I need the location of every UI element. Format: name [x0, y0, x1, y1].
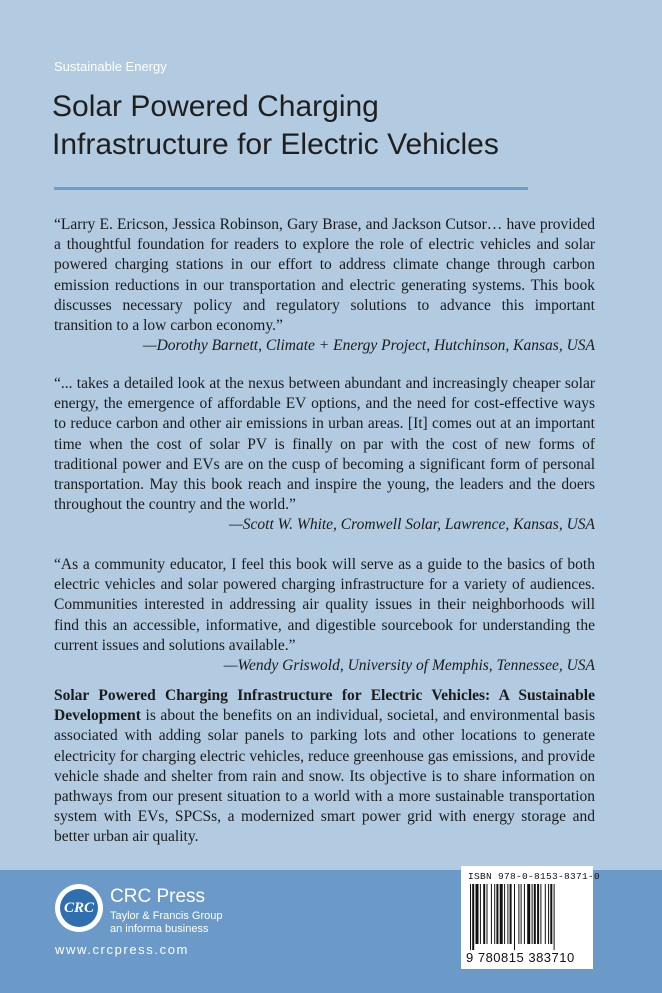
- barcode-image: [470, 884, 588, 950]
- barcode-bar: [545, 884, 546, 944]
- barcode-bar: [470, 884, 471, 950]
- barcode-bar: [527, 884, 530, 944]
- barcode-bar: [496, 884, 498, 944]
- barcode-bar: [472, 884, 474, 950]
- isbn-text: ISBN 978-0-8153-8371-0: [468, 871, 601, 882]
- publisher-website[interactable]: www.crcpress.com: [55, 942, 189, 957]
- barcode-bar: [554, 884, 555, 950]
- book-description: [54, 686, 595, 848]
- quote-1-attribution: —Dorothy Barnett, Climate + Energy Project, Hutchinson, Kansas, USA: [142, 337, 595, 355]
- barcode-bar: [521, 884, 522, 944]
- barcode-bar: [487, 884, 488, 944]
- quote-1: [54, 215, 595, 356]
- barcode-bar: [524, 884, 525, 944]
- barcode-bar: [510, 884, 512, 944]
- crc-logo-mark: CRC: [60, 889, 98, 927]
- quote-2-text: “... takes a detailed look at the nexus between abundant and increasingly cheaper solar energy, the emergence of affordable EV options, and the need for cost-effective ways to reduce carbon and other air emissions in urban areas. [It] comes out at an important time when the cost of solar PV is finally on par with the cost of new forms of traditional power and EVs are on the cusp of becoming a significant form of personal transportation. May this book reach and inspire the young, the leaders and the doers throughout the country and the world.”: [54, 375, 595, 514]
- barcode-bar: [548, 884, 549, 944]
- barcode-bar: [532, 884, 533, 944]
- publisher-tagline: an informa business: [110, 923, 209, 935]
- quote-3-text: “As a community educator, I feel this book will serve as a guide to the basics of both electric vehicles and solar powered charging infrastructure for a variety of audiences. Communities interested in addressing air quality issues in their neighborhoods will find this an accessible, informative, and digestible sourcebook for understanding the current issues and solutions available.”: [54, 556, 595, 654]
- description-title: Solar Powered Charging Infrastructure for Electric Vehicles: A Sustainable Development: [54, 687, 595, 725]
- barcode-bar: [500, 884, 503, 944]
- barcode-bar: [537, 884, 539, 944]
- barcode-bar: [504, 884, 505, 944]
- barcode-bar: [480, 884, 481, 944]
- quote-3: [54, 555, 595, 676]
- barcode-bar: [514, 884, 515, 950]
- description-body: is about the benefits on an individual, societal, and environmental basis associated with adding solar panels to parking lots and other locations to generate electricity for charging electric vehicles, reduce greenhouse gas emissions, and provide vehicle shade and shelter from rain and snow. Its objective is to share information on pathways from our present situation to a world with a more sustainable transportation system with EVs, SPCSs, a modernized smart power grid with energy storage and better urban air quality.: [54, 707, 595, 846]
- title-divider: [54, 187, 528, 190]
- barcode-bar: [507, 884, 508, 944]
- barcode-bar: [540, 884, 541, 944]
- barcode-bar: [483, 884, 485, 944]
- barcode-bar: [518, 884, 519, 944]
- quote-1-text: “Larry E. Ericson, Jessica Robinson, Gary Brase, and Jackson Cutsor… have provided a thoughtful foundation for readers to explore the role of electric vehicles and solar powered charging stations in our effort to address climate change through carbon emission reductions in our transportation and electric generating systems. This book discusses necessary policy and regulatory solutions to advance this important transition to a low carbon economy.”: [54, 216, 595, 335]
- title-line-1: Solar Powered Charging: [52, 90, 379, 123]
- barcode-bar: [550, 884, 552, 944]
- title-line-2: Infrastructure for Electric Vehicles: [52, 128, 499, 161]
- publisher-group: Taylor & Francis Group: [110, 910, 223, 922]
- barcode-bar: [494, 884, 495, 944]
- publisher-name: CRC Press: [110, 886, 206, 907]
- barcode-bar: [491, 884, 492, 944]
- quote-3-attribution: —Wendy Griswold, University of Memphis, Tennessee, USA: [223, 657, 595, 675]
- barcode-bar: [476, 884, 479, 944]
- series-label: Sustainable Energy: [54, 59, 167, 74]
- book-title: [52, 88, 612, 164]
- barcode-bar: [534, 884, 536, 944]
- barcode-digits: 9 780815 383710: [466, 950, 575, 965]
- quote-2-attribution: —Scott W. White, Cromwell Solar, Lawrence, Kansas, USA: [229, 516, 595, 534]
- quote-2: [54, 374, 595, 536]
